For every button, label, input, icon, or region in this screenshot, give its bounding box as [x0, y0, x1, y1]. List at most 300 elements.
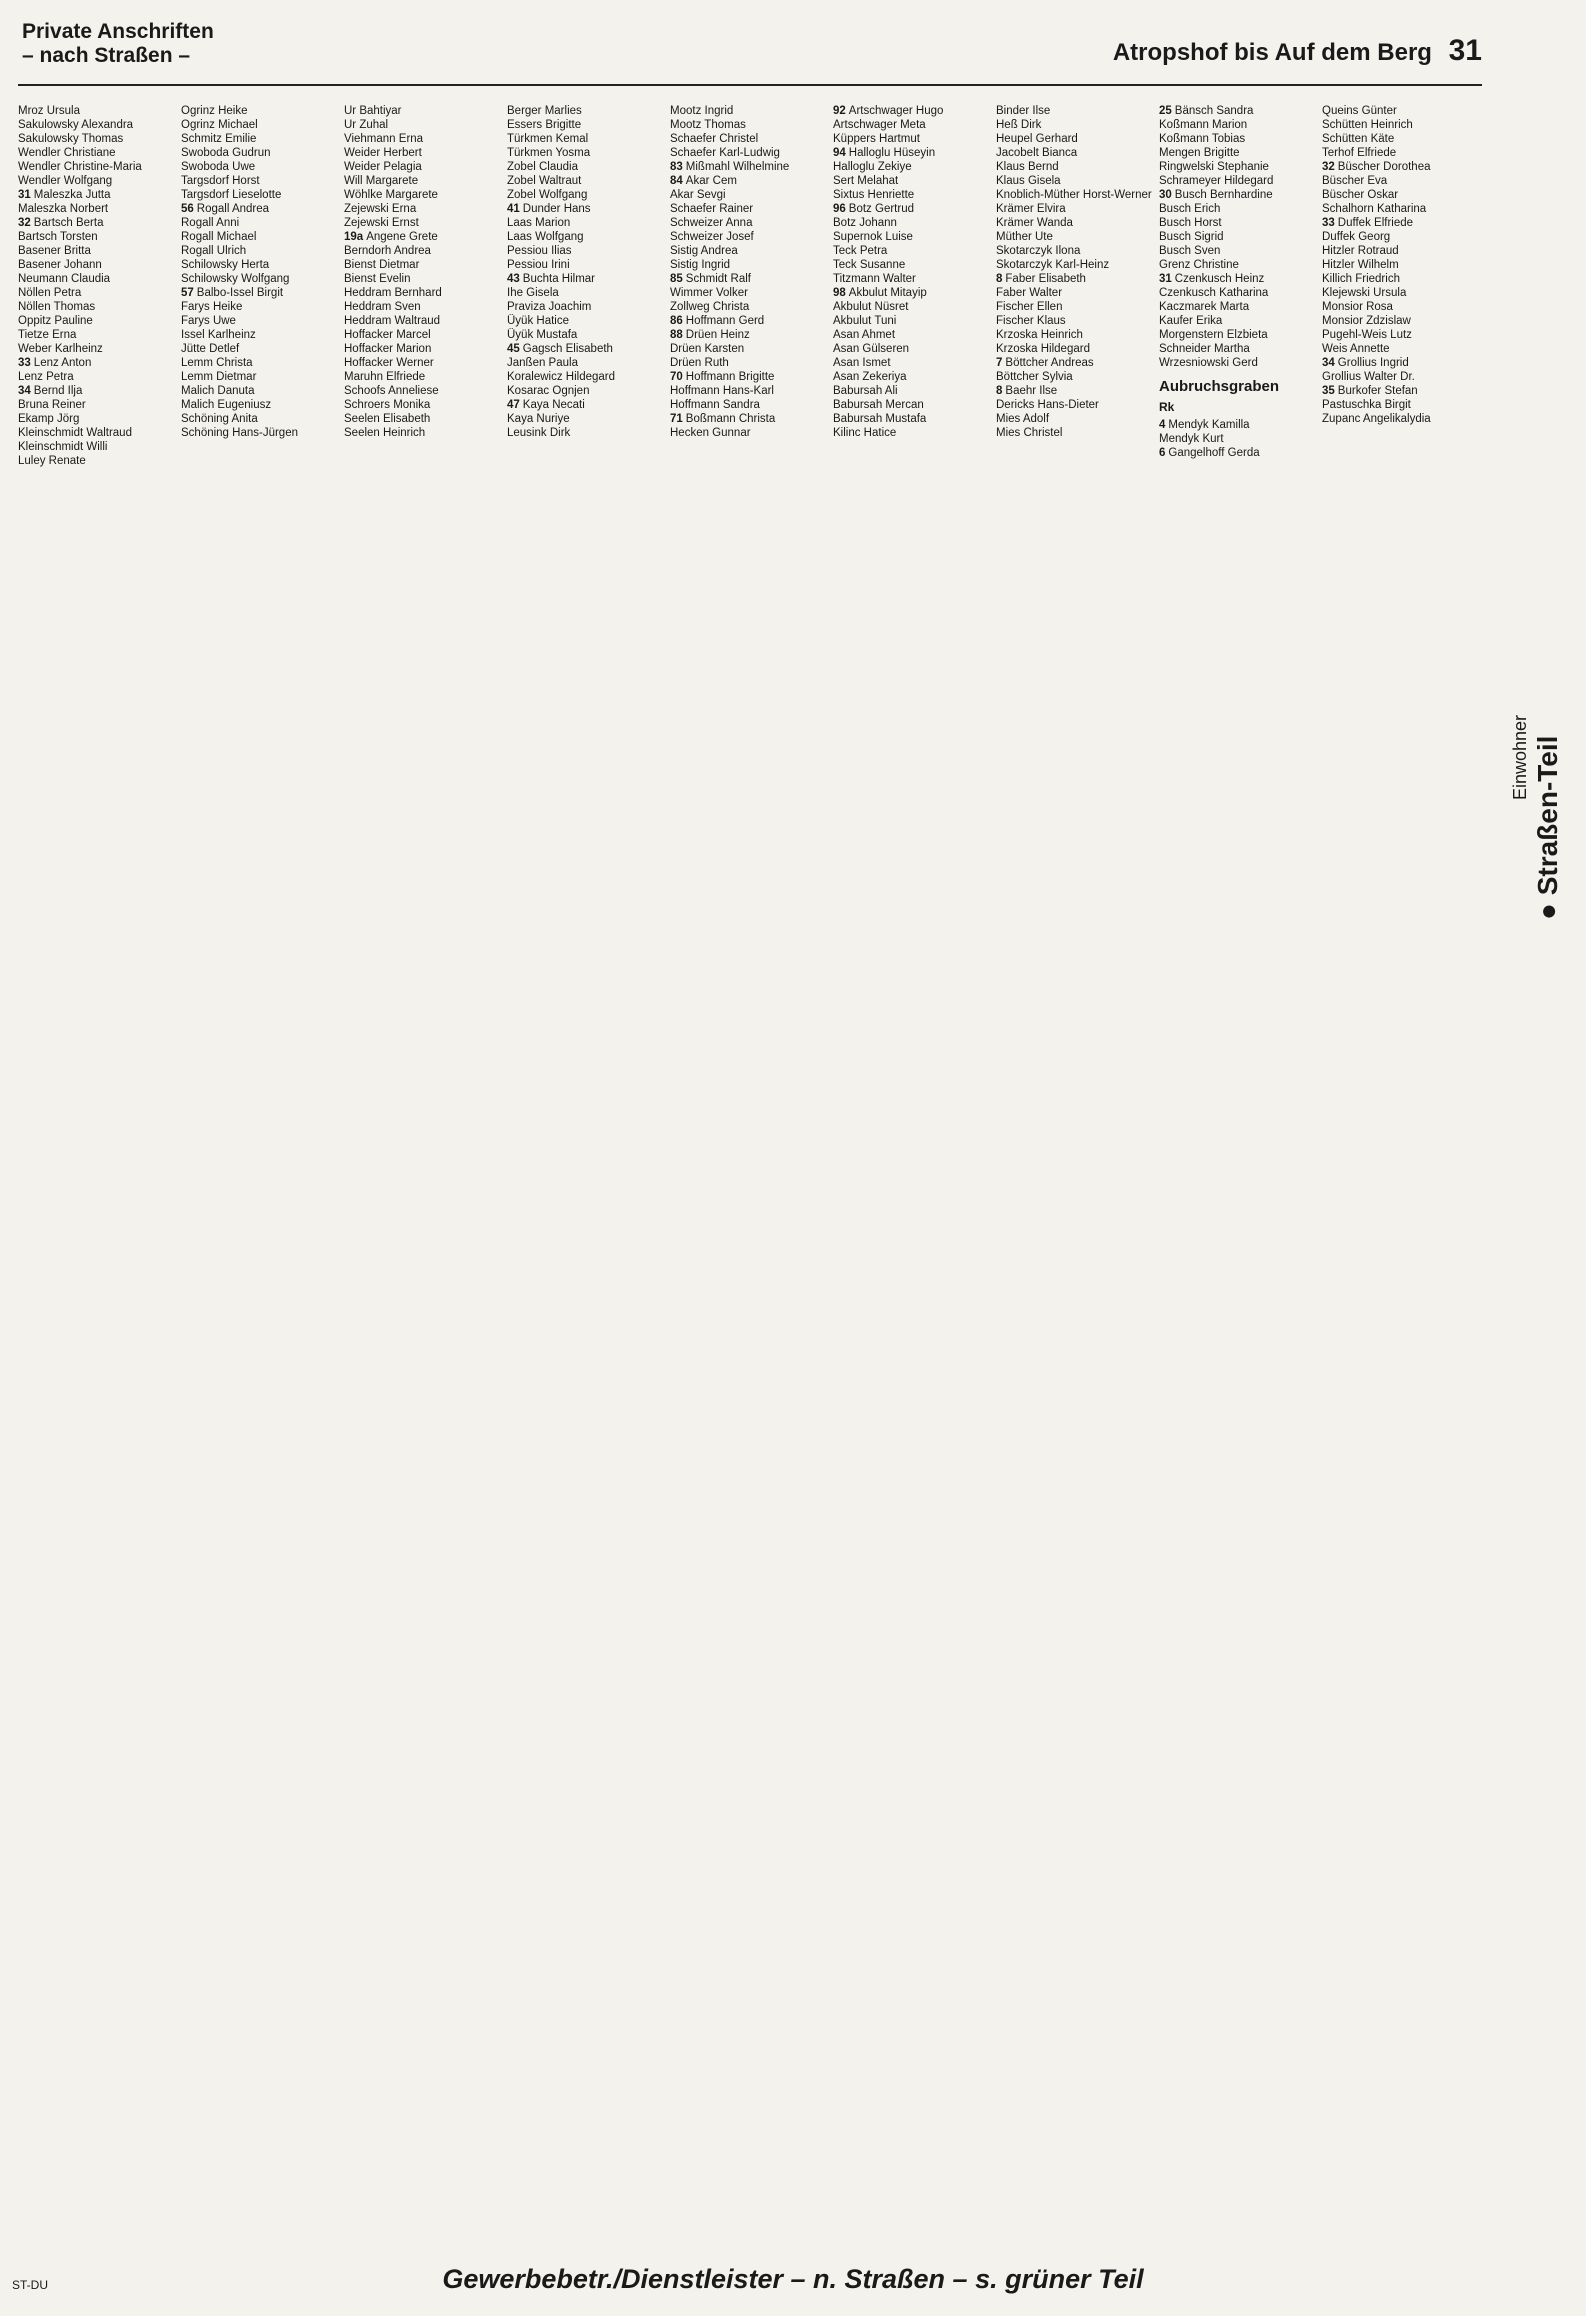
resident-name: Üyük Mustafa [507, 329, 578, 341]
resident-name: Krzoska Heinrich [996, 329, 1083, 341]
resident-name: Jütte Detlef [181, 343, 240, 355]
directory-entry [670, 258, 827, 272]
directory-entry [344, 188, 501, 202]
directory-entry [344, 272, 501, 286]
resident-name: Monsior Rosa [1322, 301, 1393, 313]
directory-entry [996, 272, 1153, 286]
directory-entry [996, 398, 1153, 412]
directory-column-8 [1159, 104, 1316, 2254]
directory-column-9 [1322, 104, 1479, 2254]
resident-name: Klejewski Ursula [1322, 287, 1407, 299]
resident-name: Hoffacker Marcel [344, 329, 431, 341]
resident-name: Akar Sevgi [670, 189, 726, 201]
resident-name: Rogall Michael [181, 231, 257, 243]
resident-name: Schütten Käte [1322, 133, 1395, 145]
directory-entry [181, 286, 338, 300]
directory-entry [833, 230, 990, 244]
resident-name: Swoboda Uwe [181, 161, 256, 173]
resident-name: Fischer Klaus [996, 315, 1066, 327]
directory-entry [996, 370, 1153, 384]
directory-entry [833, 188, 990, 202]
resident-name: Schöning Anita [181, 413, 258, 425]
house-number: 35 [1322, 385, 1335, 397]
directory-entry [1159, 202, 1316, 216]
directory-entry [181, 300, 338, 314]
resident-name: Ogrinz Heike [181, 105, 248, 117]
section-title-line2: – nach Straßen – [22, 44, 191, 67]
directory-entry [344, 314, 501, 328]
directory-entry [181, 118, 338, 132]
house-number: 33 [1322, 217, 1335, 229]
directory-entry [18, 426, 175, 440]
directory-entry [996, 258, 1153, 272]
directory-entry [507, 202, 664, 216]
resident-name: Czenkusch Heinz [1174, 273, 1265, 285]
resident-name: Schrameyer Hildegard [1159, 175, 1274, 187]
page-footer [0, 2262, 1586, 2302]
house-number: 45 [507, 343, 520, 355]
directory-entry [507, 384, 664, 398]
directory-entry [1159, 244, 1316, 258]
directory-entry [18, 272, 175, 286]
section-title [22, 20, 214, 68]
directory-entry [1322, 174, 1479, 188]
directory-entry [833, 384, 990, 398]
footer-code: ST-DU [12, 2278, 48, 2292]
directory-entry [670, 230, 827, 244]
directory-entry [670, 160, 827, 174]
resident-name: Janßen Paula [507, 357, 578, 369]
directory-entry [18, 216, 175, 230]
directory-entry [507, 412, 664, 426]
resident-name: Heupel Gerhard [996, 133, 1078, 145]
resident-name: Ihe Gisela [507, 287, 559, 299]
directory-entry [507, 230, 664, 244]
resident-name: Will Margarete [344, 175, 419, 187]
directory-entry [1159, 118, 1316, 132]
house-number: 7 [996, 357, 1003, 369]
resident-name: Babursah Ali [833, 385, 898, 397]
directory-entry [833, 202, 990, 216]
directory-entry [996, 202, 1153, 216]
resident-name: Akbulut Nüsret [833, 301, 909, 313]
resident-name: Pugehl-Weis Lutz [1322, 329, 1412, 341]
resident-name: Zobel Waltraut [507, 175, 582, 187]
resident-name: Busch Sigrid [1159, 231, 1224, 243]
directory-entry [996, 132, 1153, 146]
directory-entry [1159, 418, 1316, 432]
resident-name: Kleinschmidt Waltraud [18, 427, 132, 439]
resident-name: Dunder Hans [522, 203, 591, 215]
resident-name: Balbo-Issel Birgit [196, 287, 284, 299]
directory-entry [181, 258, 338, 272]
resident-name: Targsdorf Horst [181, 175, 260, 187]
house-number: 31 [18, 189, 31, 201]
directory-entry [344, 118, 501, 132]
resident-name: Klaus Gisela [996, 175, 1061, 187]
resident-name: Lenz Petra [18, 371, 74, 383]
resident-name: Mies Adolf [996, 413, 1050, 425]
resident-name: Wimmer Volker [670, 287, 748, 299]
resident-name: Hoffacker Werner [344, 357, 434, 369]
resident-name: Drüen Karsten [670, 343, 745, 355]
directory-entry [181, 398, 338, 412]
directory-entry [996, 118, 1153, 132]
resident-name: Weider Pelagia [344, 161, 422, 173]
resident-name: Heddram Sven [344, 301, 421, 313]
directory-entry [181, 132, 338, 146]
house-number: 19a [344, 231, 364, 243]
resident-name: Bartsch Torsten [18, 231, 98, 243]
directory-entry [344, 104, 501, 118]
directory-entry [1322, 328, 1479, 342]
directory-entry [181, 370, 338, 384]
directory-entry [1322, 272, 1479, 286]
resident-name: Farys Heike [181, 301, 243, 313]
resident-name: Bänsch Sandra [1174, 105, 1254, 117]
resident-name: Maleszka Jutta [33, 189, 111, 201]
resident-name: Sixtus Henriette [833, 189, 915, 201]
house-number: 71 [670, 413, 683, 425]
house-number: 83 [670, 161, 683, 173]
page-number: 31 [1448, 34, 1482, 67]
resident-name: Ur Zuhal [344, 119, 389, 131]
resident-name: Hoffmann Brigitte [685, 371, 775, 383]
directory-entry [833, 300, 990, 314]
district-code: Rk [1159, 400, 1175, 414]
resident-name: Schaefer Christel [670, 133, 759, 145]
directory-entry [670, 132, 827, 146]
resident-name: Maleszka Norbert [18, 203, 109, 215]
resident-name: Hitzler Wilhelm [1322, 259, 1399, 271]
resident-name: Burkofer Stefan [1337, 385, 1418, 397]
directory-entry [996, 300, 1153, 314]
directory-entry [181, 216, 338, 230]
page-header [18, 14, 1482, 86]
directory-entry [1159, 300, 1316, 314]
resident-name: Schaefer Rainer [670, 203, 754, 215]
resident-name: Teck Susanne [833, 259, 906, 271]
house-number: 31 [1159, 273, 1172, 285]
resident-name: Monsior Zdzislaw [1322, 315, 1411, 327]
directory-entry [670, 286, 827, 300]
resident-name: Büscher Eva [1322, 175, 1388, 187]
directory-entry [670, 188, 827, 202]
resident-name: Grenz Christine [1159, 259, 1239, 271]
directory-entry [1159, 216, 1316, 230]
directory-entry [344, 258, 501, 272]
directory-entry [507, 300, 664, 314]
directory-entry [18, 104, 175, 118]
directory-entry [996, 328, 1153, 342]
directory-entry [344, 398, 501, 412]
directory-entry [996, 160, 1153, 174]
resident-name: Bienst Evelin [344, 273, 411, 285]
directory-entry [1322, 132, 1479, 146]
section-side-tab [1510, 620, 1570, 920]
directory-entry [1159, 160, 1316, 174]
directory-entry [996, 230, 1153, 244]
house-number: 84 [670, 175, 683, 187]
directory-entry [1159, 104, 1316, 118]
resident-name: Sakulowsky Alexandra [18, 119, 134, 131]
resident-name: Botz Gertrud [848, 203, 914, 215]
directory-entry [670, 118, 827, 132]
resident-name: Wendler Christiane [18, 147, 116, 159]
resident-name: Bernd Ilja [33, 385, 83, 397]
directory-entry [18, 342, 175, 356]
resident-name: Kaczmarek Marta [1159, 301, 1250, 313]
directory-column-6 [833, 104, 990, 2254]
resident-name: Ekamp Jörg [18, 413, 80, 425]
resident-name: Büscher Dorothea [1337, 161, 1431, 173]
resident-name: Rogall Anni [181, 217, 240, 229]
side-tab-line1: Einwohner [1510, 714, 1530, 800]
directory-entry [833, 286, 990, 300]
directory-entry [670, 244, 827, 258]
directory-entry [344, 244, 501, 258]
resident-name: Supernok Luise [833, 231, 913, 243]
directory-entry [181, 188, 338, 202]
resident-name: Hoffmann Sandra [670, 399, 760, 411]
resident-name: Akar Cem [685, 175, 737, 187]
directory-entry [18, 300, 175, 314]
directory-entry [18, 384, 175, 398]
house-number: 6 [1159, 447, 1166, 459]
resident-name: Türkmen Yosma [507, 147, 591, 159]
resident-name: Bartsch Berta [33, 217, 104, 229]
directory-entry [344, 216, 501, 230]
resident-name: Morgenstern Elzbieta [1159, 329, 1268, 341]
directory-entry [18, 314, 175, 328]
resident-name: Krämer Wanda [996, 217, 1073, 229]
resident-name: Rogall Ulrich [181, 245, 247, 257]
directory-entry [1159, 146, 1316, 160]
resident-name: Büscher Oskar [1322, 189, 1399, 201]
directory-entry [996, 174, 1153, 188]
directory-entry [996, 286, 1153, 300]
directory-entry [1322, 412, 1479, 426]
resident-name: Weider Herbert [344, 147, 422, 159]
directory-entry [181, 384, 338, 398]
resident-name: Wrzesniowski Gerd [1159, 357, 1258, 369]
resident-name: Berndorh Andrea [344, 245, 431, 257]
street-range [1113, 34, 1482, 68]
directory-entry [18, 440, 175, 454]
directory-entry [344, 230, 501, 244]
resident-name: Issel Karlheinz [181, 329, 256, 341]
resident-name: Halloglu Hüseyin [848, 147, 936, 159]
resident-name: Pessiou Irini [507, 259, 570, 271]
house-number: 34 [18, 385, 31, 397]
resident-name: Hoffacker Marion [344, 343, 432, 355]
directory-entry [833, 314, 990, 328]
resident-name: Koßmann Tobias [1159, 133, 1246, 145]
directory-entry [507, 188, 664, 202]
directory-entry [18, 454, 175, 468]
directory-entry [1159, 188, 1316, 202]
resident-name: Killich Friedrich [1322, 273, 1400, 285]
house-number: 32 [1322, 161, 1335, 173]
directory-columns [18, 104, 1488, 2254]
resident-name: Hitzler Rotraud [1322, 245, 1399, 257]
directory-entry [344, 328, 501, 342]
resident-name: Knoblich-Müther Horst-Werner [996, 189, 1152, 201]
resident-name: Hecken Gunnar [670, 427, 751, 439]
resident-name: Böttcher Sylvia [996, 371, 1073, 383]
directory-entry [18, 370, 175, 384]
resident-name: Artschwager Hugo [848, 105, 944, 117]
footer-text: Gewerbebetr./Dienstleister – n. Straßen – s. grüner Teil [442, 2264, 1144, 2294]
directory-entry [1322, 300, 1479, 314]
house-number: 32 [18, 217, 31, 229]
resident-name: Krzoska Hildegard [996, 343, 1090, 355]
directory-entry [18, 328, 175, 342]
resident-name: Baehr Ilse [1005, 385, 1058, 397]
directory-entry [670, 370, 827, 384]
resident-name: Botz Johann [833, 217, 897, 229]
resident-name: Bienst Dietmar [344, 259, 420, 271]
directory-entry [670, 202, 827, 216]
directory-entry [507, 356, 664, 370]
directory-entry [1159, 356, 1316, 370]
resident-name: Asan Ismet [833, 357, 891, 369]
resident-name: Mißmahl Wilhelmine [685, 161, 790, 173]
directory-entry [833, 216, 990, 230]
directory-entry [507, 160, 664, 174]
house-number: 41 [507, 203, 520, 215]
directory-entry [833, 328, 990, 342]
directory-entry [1159, 328, 1316, 342]
resident-name: Zobel Claudia [507, 161, 578, 173]
directory-entry [507, 174, 664, 188]
resident-name: Heddram Bernhard [344, 287, 442, 299]
resident-name: Weber Karlheinz [18, 343, 103, 355]
directory-entry [670, 300, 827, 314]
directory-entry [344, 356, 501, 370]
resident-name: Teck Petra [833, 245, 888, 257]
directory-entry [1322, 188, 1479, 202]
resident-name: Farys Uwe [181, 315, 236, 327]
directory-entry [181, 356, 338, 370]
resident-name: Binder Ilse [996, 105, 1051, 117]
resident-name: Kilinc Hatice [833, 427, 897, 439]
resident-name: Duffek Georg [1322, 231, 1391, 243]
resident-name: Schweizer Josef [670, 231, 754, 243]
resident-name: Schneider Martha [1159, 343, 1250, 355]
directory-column-3 [344, 104, 501, 2254]
directory-entry [996, 342, 1153, 356]
directory-entry [18, 160, 175, 174]
resident-name: Busch Erich [1159, 203, 1221, 215]
directory-column-2 [181, 104, 338, 2254]
directory-entry [670, 412, 827, 426]
directory-entry [344, 160, 501, 174]
directory-entry [1322, 342, 1479, 356]
directory-entry [1159, 174, 1316, 188]
resident-name: Asan Zekeriya [833, 371, 907, 383]
directory-entry [1322, 244, 1479, 258]
resident-name: Seelen Elisabeth [344, 413, 431, 425]
resident-name: Üyük Hatice [507, 315, 569, 327]
directory-entry [996, 314, 1153, 328]
resident-name: Kleinschmidt Willi [18, 441, 108, 453]
resident-name: Oppitz Pauline [18, 315, 93, 327]
directory-entry [507, 146, 664, 160]
directory-entry [996, 412, 1153, 426]
house-number: 70 [670, 371, 683, 383]
resident-name: Kaufer Erika [1159, 315, 1223, 327]
directory-entry [344, 426, 501, 440]
directory-column-1 [18, 104, 175, 2254]
directory-entry [507, 258, 664, 272]
resident-name: Schmitz Emilie [181, 133, 257, 145]
directory-entry [344, 286, 501, 300]
directory-entry [507, 328, 664, 342]
house-number: 8 [996, 273, 1003, 285]
resident-name: Neumann Claudia [18, 273, 111, 285]
directory-entry [670, 174, 827, 188]
directory-entry [833, 132, 990, 146]
resident-name: Schalhorn Katharina [1322, 203, 1427, 215]
directory-column-4 [507, 104, 664, 2254]
house-number: 34 [1322, 357, 1335, 369]
directory-entry [1322, 258, 1479, 272]
resident-name: Laas Wolfgang [507, 231, 584, 243]
resident-name: Sert Melahat [833, 175, 899, 187]
directory-entry [18, 398, 175, 412]
directory-entry [670, 342, 827, 356]
directory-entry [181, 230, 338, 244]
directory-entry [833, 426, 990, 440]
directory-entry [670, 272, 827, 286]
resident-name: Angene Grete [366, 231, 438, 243]
resident-name: Schaefer Karl-Ludwig [670, 147, 780, 159]
directory-entry [18, 132, 175, 146]
resident-name: Schoofs Anneliese [344, 385, 439, 397]
directory-entry [1322, 384, 1479, 398]
directory-entry [996, 426, 1153, 440]
directory-entry [833, 370, 990, 384]
resident-name: Mendyk Kamilla [1168, 419, 1250, 431]
directory-entry [507, 244, 664, 258]
directory-entry [1322, 356, 1479, 370]
directory-entry [996, 216, 1153, 230]
directory-entry [344, 300, 501, 314]
directory-entry [181, 412, 338, 426]
directory-entry [996, 356, 1153, 370]
resident-name: Kosarac Ognjen [507, 385, 590, 397]
directory-entry [18, 174, 175, 188]
resident-name: Jacobelt Bianca [996, 147, 1078, 159]
resident-name: Heddram Waltraud [344, 315, 441, 327]
resident-name: Grollius Walter Dr. [1322, 371, 1415, 383]
directory-entry [833, 118, 990, 132]
resident-name: Schroers Monika [344, 399, 431, 411]
directory-entry [833, 272, 990, 286]
resident-name: Mengen Brigitte [1159, 147, 1240, 159]
resident-name: Lemm Dietmar [181, 371, 257, 383]
resident-name: Zobel Wolfgang [507, 189, 588, 201]
resident-name: Laas Marion [507, 217, 571, 229]
directory-entry [507, 342, 664, 356]
resident-name: Weis Annette [1322, 343, 1390, 355]
directory-entry [344, 412, 501, 426]
directory-entry [507, 216, 664, 230]
directory-entry [507, 398, 664, 412]
resident-name: Schweizer Anna [670, 217, 753, 229]
resident-name: Queins Günter [1322, 105, 1397, 117]
